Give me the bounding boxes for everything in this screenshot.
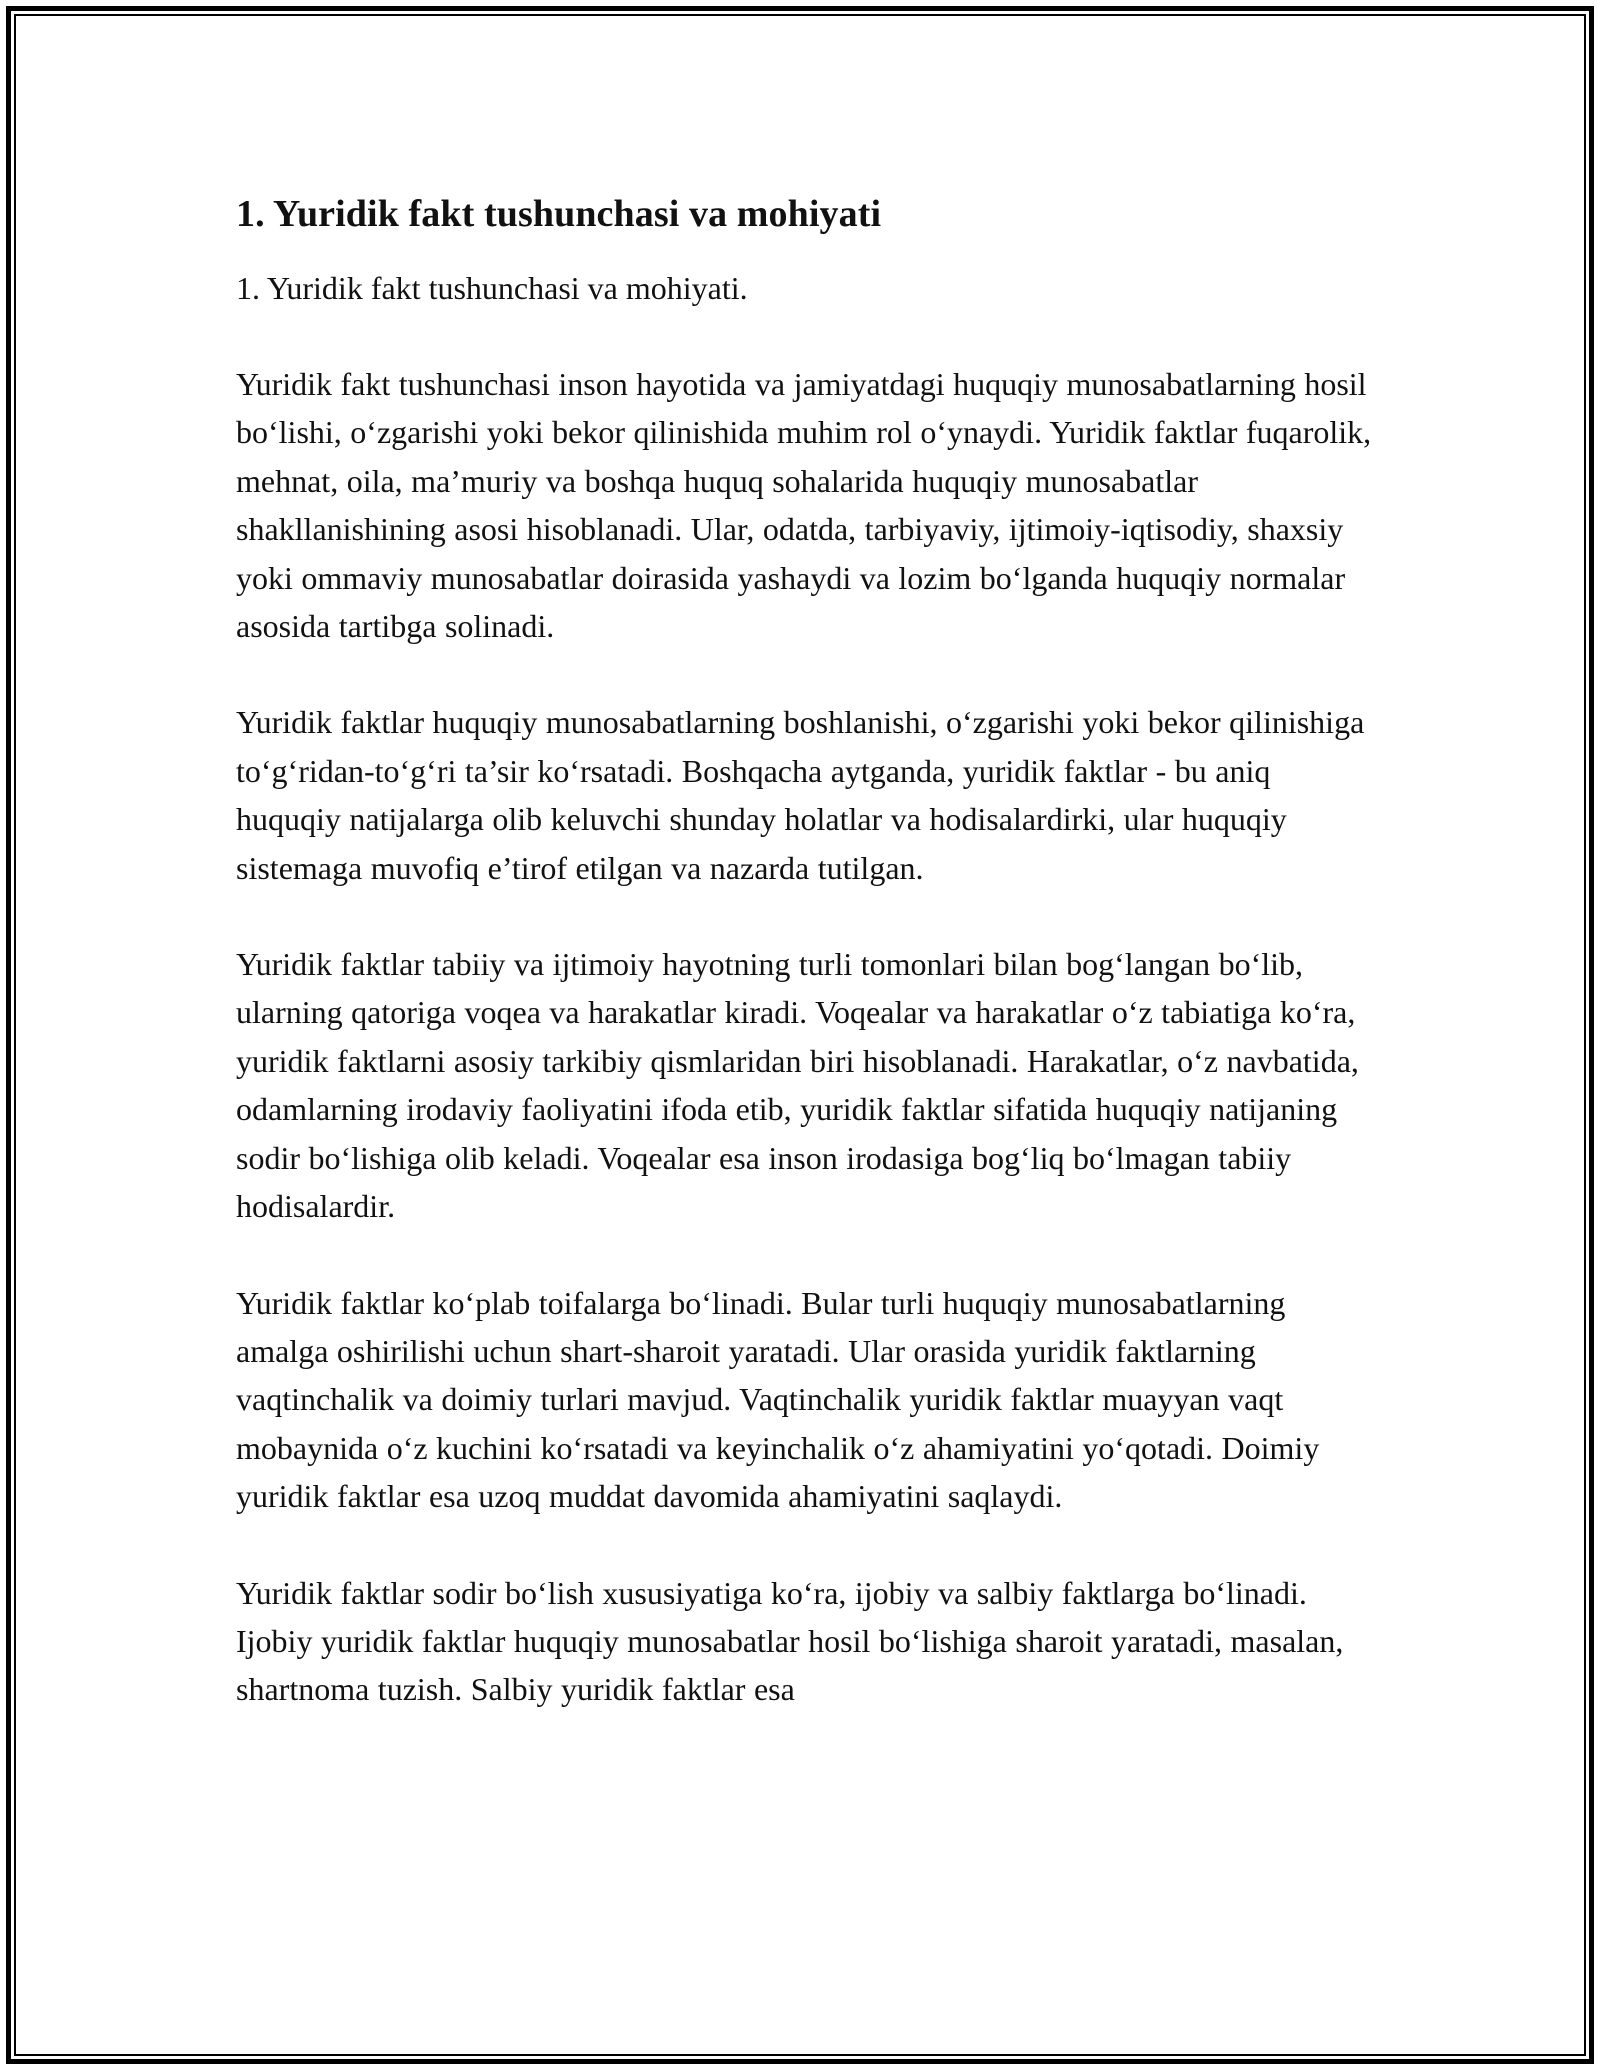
document-heading: 1. Yuridik fakt tushunchasi va mohiyati xyxy=(236,193,882,235)
document-body xyxy=(236,190,1376,1762)
paragraph-2: Yuridik faktlar huquqiy munosabatlarning boshlanishi, o‘zgarishi yoki bekor qilinishiga to‘g‘ridan-to‘g‘ri ta’sir ko‘rsatadi. Boshqacha aytganda, yuridik faktlar - bu aniq huquqiy natijalarga olib keluvchi shunday holatlar va hodisalardirki, ular huquqiy sistemaga muvofiq e’tirof etilgan va nazarda tutilgan. xyxy=(236,704,1365,886)
document-subheading: 1. Yuridik fakt tushunchasi va mohiyati. xyxy=(236,270,748,306)
paragraph-3: Yuridik faktlar tabiiy va ijtimoiy hayotning turli tomonlari bilan bog‘langan bo‘lib, ularning qatoriga voqea va harakatlar kiradi. Voqealar va harakatlar o‘z tabiatiga ko‘ra, yuridik faktlarni asosiy tarkibiy qismlaridan biri hisoblanadi. Harakatlar, o‘z navbatida, odamlarning irodaviy faoliyatini ifoda etib, yuridik faktlar sifatida huquqiy natijaning sodir bo‘lishiga olib keladi. Voqealar esa inson irodasiga bog‘liq bo‘lmagan tabiiy hodisalardir. xyxy=(236,946,1359,1225)
paragraph-4: Yuridik faktlar ko‘plab toifalarga bo‘linadi. Bular turli huquqiy munosabatlarning amalga oshirilishi uchun shart-sharoit yaratadi. Ular orasida yuridik faktlarning vaqtinchalik va doimiy turlari mavjud. Vaqtinchalik yuridik faktlar muayyan vaqt mobaynida o‘z kuchini ko‘rsatadi va keyinchalik o‘z ahamiyatini yo‘qotadi. Doimiy yuridik faktlar esa uzoq muddat davomida ahamiyatini saqlaydi. xyxy=(236,1284,1320,1515)
paragraph-5: Yuridik faktlar sodir bo‘lish xususiyatiga ko‘ra, ijobiy va salbiy faktlarga bo‘linadi. Ijobiy yuridik faktlar huquqiy munosabatlar hosil bo‘lishiga sharoit yaratadi, masalan, shartnoma tuzish. Salbiy yuridik faktlar esa xyxy=(236,1574,1344,1708)
paragraph-1: Yuridik fakt tushunchasi inson hayotida va jamiyatdagi huquqiy munosabatlarning hosil bo‘lishi, o‘zgarishi yoki bekor qilinishida muhim rol o‘ynaydi. Yuridik faktlar fuqarolik, mehnat, oila, ma’muriy va boshqa huquq sohalarida huquqiy munosabatlar shakllanishining asosi hisoblanadi. Ular, odatda, tarbiyaviy, ijtimoiy-iqtisodiy, shaxsiy yoki ommaviy munosabatlar doirasida yashaydi va lozim bo‘lganda huquqiy normalar asosida tartibga solinadi. xyxy=(236,366,1372,645)
